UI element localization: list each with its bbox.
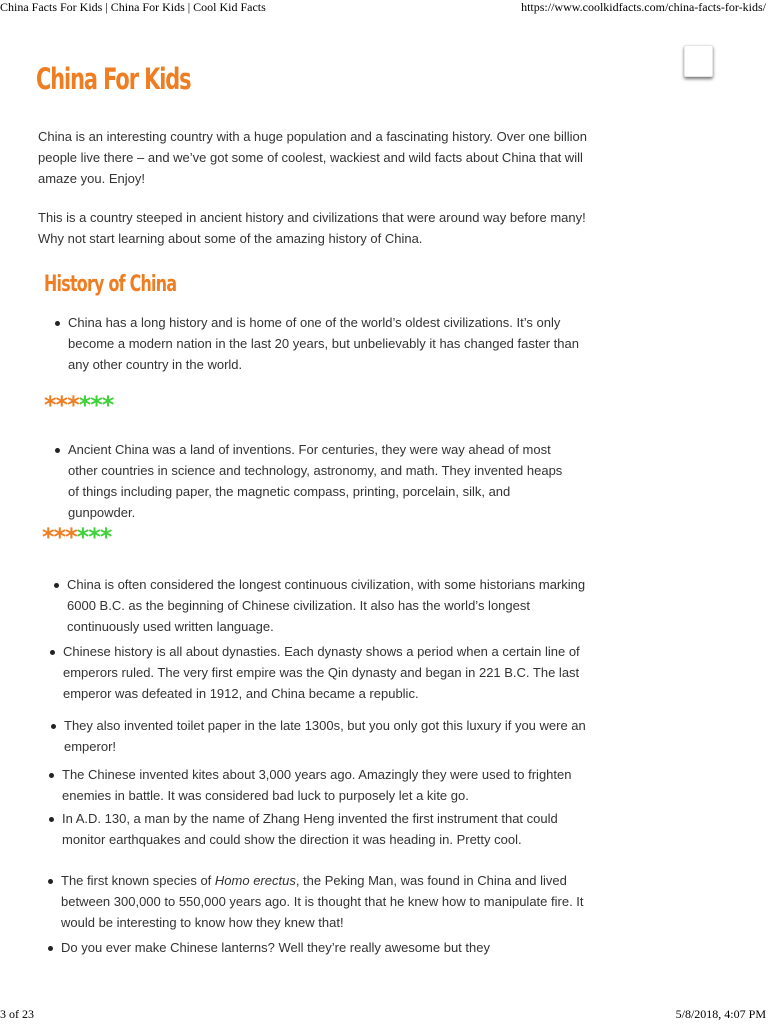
bullet-icon bbox=[55, 321, 60, 326]
list-item-text: China is often considered the longest continuous civilization, with some historians marking 6000 B.C. as the beginning of Chinese civilization. It also has the world’s longest continuously used written language. bbox=[67, 577, 586, 634]
bullet-icon bbox=[48, 946, 53, 951]
print-header-title: China Facts For Kids | China For Kids | Cool Kid Facts bbox=[0, 0, 266, 14]
list-item bbox=[68, 312, 593, 375]
print-header-url: https://www.coolkidfacts.com/china-facts-for-kids/ bbox=[521, 0, 766, 14]
intro-paragraph-2: This is a country steeped in ancient history and civilizations that were around way before many! Why not start learning about some of the amazing history of China. bbox=[38, 210, 586, 246]
species-name: Homo erectus bbox=[214, 873, 296, 888]
list-item-text: Do you ever make Chinese lanterns? Well they’re really awesome but they bbox=[61, 940, 490, 955]
print-footer-page: 3 of 23 bbox=[0, 1007, 34, 1021]
bullet-icon bbox=[50, 650, 55, 655]
list-item-text: China has a long history and is home of one of the world’s oldest civilizations. It’s only become a modern nation in the last 20 years, but unbelievably it has changed faster than any other country in the world. bbox=[68, 315, 579, 372]
list-item-text: Ancient China was a land of inventions. For centuries, they were way ahead of most other countries in science and technology, astronomy, and math. They invented heaps of things including paper, the magnetic compass, printing, porcelain, silk, and gunpowder. bbox=[68, 442, 563, 520]
bullet-icon bbox=[49, 773, 54, 778]
list-item bbox=[67, 574, 587, 637]
list-item bbox=[62, 764, 582, 806]
scroll-top-button[interactable] bbox=[684, 45, 713, 77]
bullet-icon bbox=[49, 817, 54, 822]
bullet-icon bbox=[55, 448, 60, 453]
list-item-text: The Chinese invented kites about 3,000 years ago. Amazingly they were used to frighten enemies in battle. It was considered bad luck to purposely let a kite go. bbox=[62, 767, 572, 803]
star-separator: ****** bbox=[44, 391, 114, 419]
list-item bbox=[61, 937, 591, 958]
bullet-icon bbox=[54, 583, 59, 588]
page-title: China For Kids bbox=[36, 62, 191, 96]
print-footer-datetime: 5/8/2018, 4:07 PM bbox=[675, 1007, 766, 1021]
star-separator: ****** bbox=[42, 523, 112, 551]
list-item-text: They also invented toilet paper in the late 1300s, but you only got this luxury if you were an emperor! bbox=[64, 718, 586, 754]
section-heading-history: History of China bbox=[44, 272, 177, 297]
list-item bbox=[62, 808, 582, 850]
list-item-text: In A.D. 130, a man by the name of Zhang Heng invented the first instrument that could monitor earthquakes and could show the direction it was heading in. Pretty cool. bbox=[62, 811, 558, 847]
list-item bbox=[63, 641, 593, 704]
list-item bbox=[68, 439, 573, 523]
list-item bbox=[64, 715, 589, 757]
bullet-icon bbox=[48, 879, 53, 884]
bullet-icon bbox=[51, 724, 56, 729]
intro-paragraph-1: China is an interesting country with a huge population and a fascinating history. Over one billion people live there – and we’ve got some of coolest, wackiest and wild facts about China that will amaze you. Enjoy! bbox=[38, 129, 587, 186]
list-item-text-before: The first known species of bbox=[61, 873, 215, 888]
list-item bbox=[61, 870, 591, 933]
list-item-text-after: , the Peking Man, was found in China and lived between 300,000 to 550,000 years ago. It is thought that he knew how to manipulate fire. It would be interesting to know how they knew that! bbox=[61, 873, 584, 930]
list-item-text: Chinese history is all about dynasties. Each dynasty shows a period when a certain line of emperors ruled. The very first empire was the Qin dynasty and began in 221 B.C. The last emperor was defeated in 1912, and China became a republic. bbox=[63, 644, 580, 701]
